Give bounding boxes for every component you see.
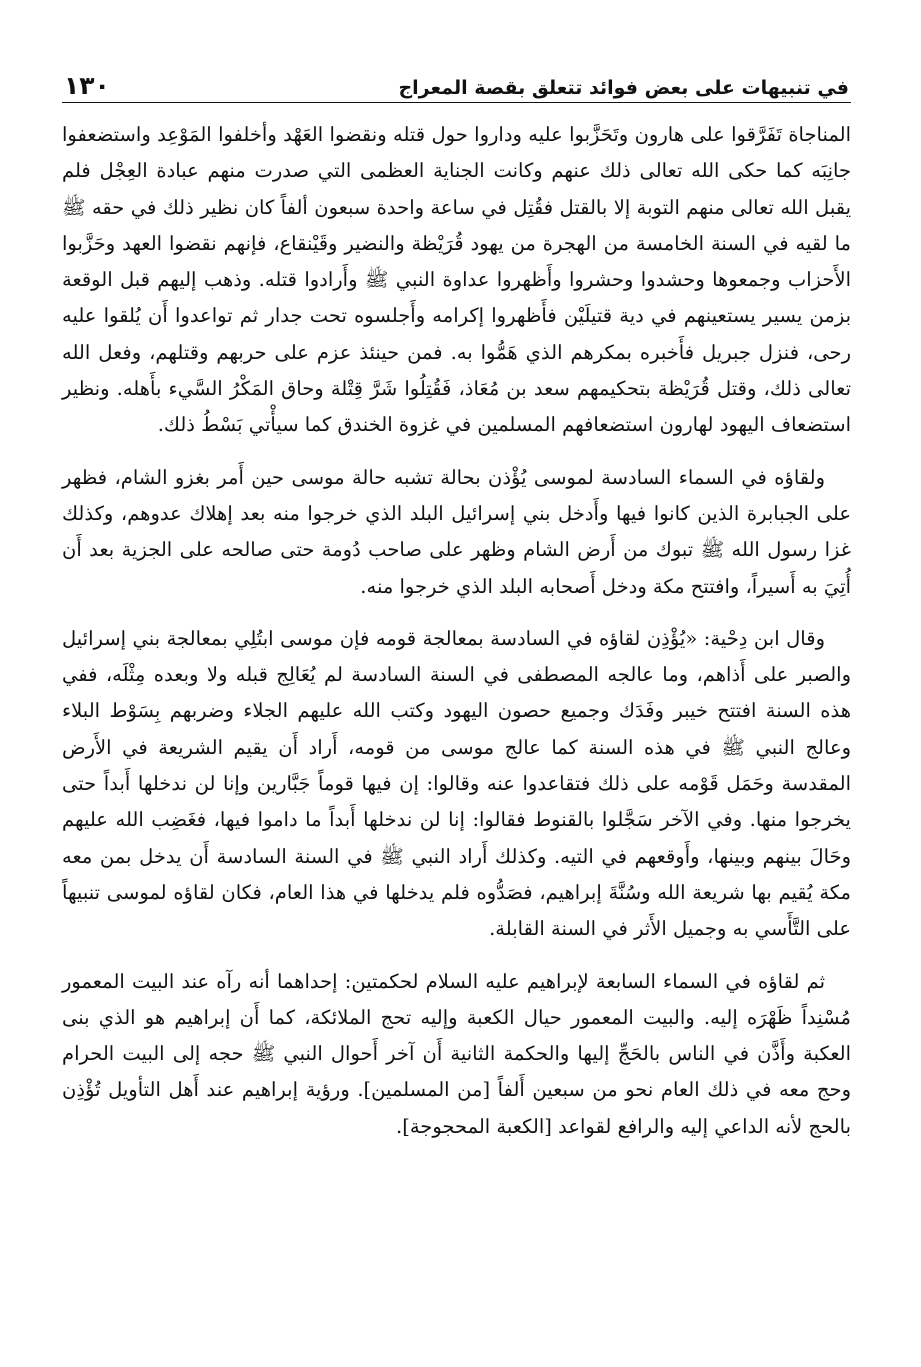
paragraph-3: وقال ابن دِحْية: «يُؤْذِن لقاؤه في السادسة بمعالجة قومه فإن موسى ابتُلِي بمعالجة بني إسرائيل والصبر على أَذاهم، وما عالجه المصطفى في السنة السادسة لم يُعَالِج قبله ولا وبعده مِثْلَه، ففي هذه السنة افتتح خيبر وفَدَك وجميع حصون اليهود وكتب الله عليهم الجلاء وضربهم بِسَوْط البلاء وعالج النبي ﷺ في هذه السنة كما عالج موسى من قومه، أَراد أَن يقيم الشريعة في الأَرض المقدسة وحَمَل قَوْمه على ذلك فتقاعدوا عنه وقالوا: إن فيها قوماً جَبَّارين وإنا لن ندخلها أَبداً حتى يخرجوا منها. وفي الآخر سَجَّلوا بالقنوط فقالوا: إنا لن ندخلها أَبداً ما داموا فيها، فغَضِب الله عليهم وحَالَ بينهم وبينها، وأَوقعهم في التيه. وكذلك أَراد النبي ﷺ في السنة السادسة أَن يدخل بمن معه مكة يُقيم بها شريعة الله وسُنَّةَ إبراهيم، فصَدُّوه فلم يدخلها في هذا العام، فكان لقاؤه لموسى تنبيهاً على التَّأَسي به وجميل الأَثر في السنة القابلة. — [62, 626, 851, 941]
running-title: في تنبيهات على بعض فوائد تتعلق بقصة المعراج — [398, 77, 849, 99]
paragraph-1: المناجاة تَفَرَّقوا على هارون وتَحَزَّبوا عليه وداروا حول قتله ونقضوا العَهْد وأخلفوا المَوْعِد واستضعفوا جانِبَه كما حكى الله تعالى ذلك عنهم وكانت الجناية العظمى التي صدرت منهم عبادة العِجْل فلم يقبل الله تعالى منهم التوبة إلا بالقتل فقُتِل في ساعة واحدة سبعون ألفاً كان نظير ذلك في حقه ﷺ ما لقيه في السنة الخامسة من الهجرة من يهود قُرَيْظة والنضير وقَيْنقاع، فإنهم نقضوا العهد وحَزَّبوا الأَحزاب وجمعوها وحشدوا وحشروا وأَظهروا عداوة النبي ﷺ وأَرادوا قتله. وذهب إليهم قبل الوقعة بزمن يسير يستعينهم في دية قتيلَيْن فأَظهروا إكرامه وأَجلسوه تحت جدار ثم تواعدوا أَن يُلقوا عليه رحى، فنزل جبريل فأَخبره بمكرهم الذي هَمُّوا به. فمن حينئذ عزم على حربهم وقتلهم، وفعل الله تعالى ذلك، وقتل قُرَيْظة بتحكيمهم سعد بن مُعَاذ، فَقُتِلُوا شَرَّ قِتْلة وحاق المَكْرُ السَّيء بأَهله. ونظير استضعاف اليهود لهارون استضعافهم المسلمين في غزوة الخندق كما سيأْتي بَسْطُ ذلك. — [62, 123, 851, 437]
paragraph-4: ثم لقاؤه في السماء السابعة لإبراهيم عليه السلام لحكمتين: إحداهما أنه رآه عند البيت المعمور مُسْنِداً ظَهْرَه إليه. والبيت المعمور حيال الكعبة وإليه تحج الملائكة، كما أَن إبراهيم هو الذي بنى العكبة وأَذَّن في الناس بالحَجِّ إليها والحكمة الثانية أَن آخر أَحوال النبي ﷺ حجه إلى البيت الحرام وحج معه في ذلك العام نحو من سبعين أَلفاً [من المسلمين]. ورؤية إبراهيم عند أَهل التأويل تُؤْذِن بالحج لأنه الداعي إليه والرافع لقواعد [الكعبة المحجوجة]. — [62, 969, 851, 1138]
page-number: ١٣٠ — [64, 71, 110, 100]
page-body — [62, 117, 851, 1145]
page-header — [62, 58, 851, 103]
paragraph-2: ولقاؤه في السماء السادسة لموسى يُؤْذن بحالة تشبه حالة موسى حين أَمر بغزو الشام، فظهر على الجبابرة الذين كانوا فيها وأَدخل بني إسرائيل البلد الذي خرجوا منه بعد إهلاك عدوهم، وكذلك غزا رسول الله ﷺ تبوك من أَرض الشام وظهر على صاحب دُومة حتى صالحه على الجزية بعد أَن أُتِيَ به أَسيراً، وافتتح مكة ودخل أَصحابه البلد الذي خرجوا منه. — [62, 465, 851, 598]
